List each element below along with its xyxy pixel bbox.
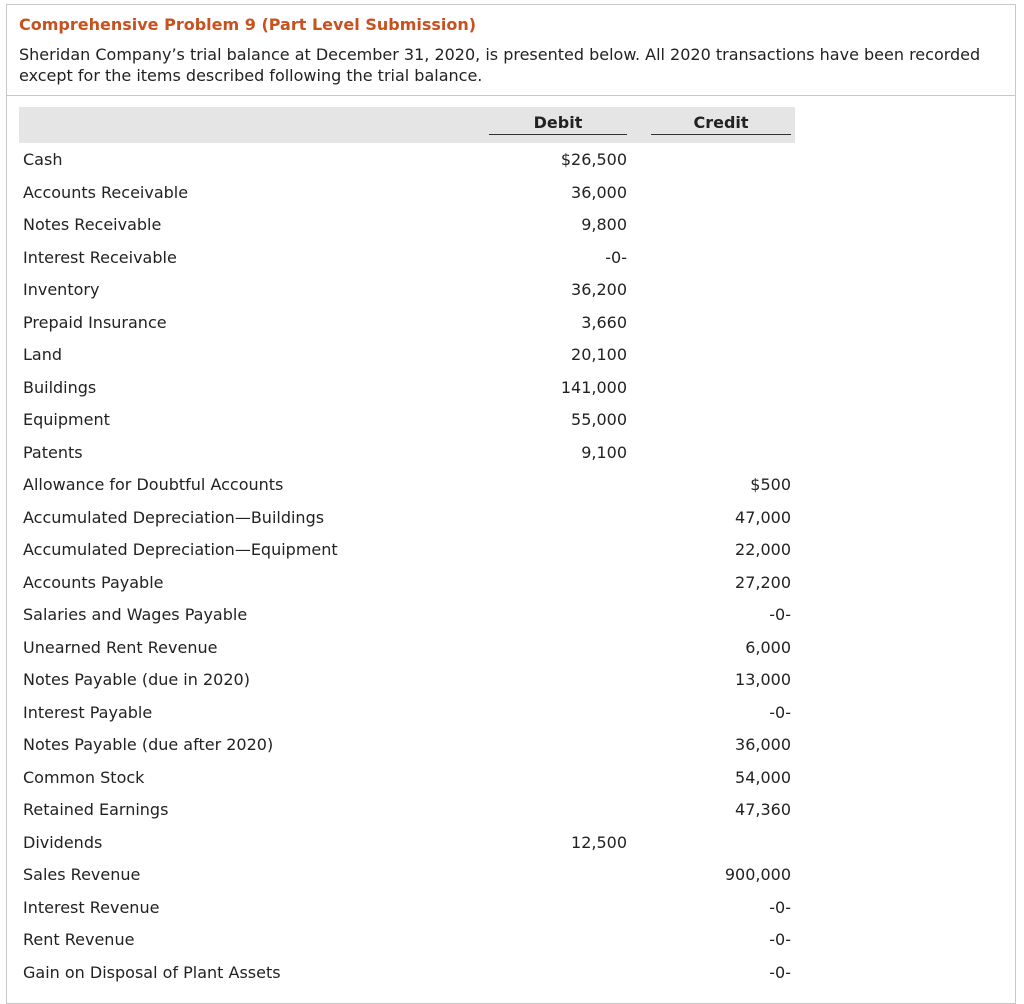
debit-amount: 9,100 [581, 442, 627, 462]
account-name: Equipment [23, 410, 110, 429]
table-row [19, 663, 799, 696]
debit-amount: 36,000 [571, 182, 627, 202]
credit-amount: 900,000 [724, 865, 791, 884]
table-row [19, 371, 799, 404]
credit-amount: 47,000 [735, 507, 791, 527]
account-name: Buildings [23, 377, 97, 397]
account-name: Cash [23, 150, 63, 169]
account-name: Interest Payable [23, 702, 153, 722]
table-row [19, 176, 799, 209]
table-row [19, 891, 799, 924]
credit-amount: 22,000 [735, 540, 791, 559]
problem-intro: Sheridan Company’s trial balance at December 31, 2020, is presented below. All 2020 transactions have been recorded except for the items described following the trial balance. [19, 45, 981, 85]
account-name: Accounts Receivable [23, 182, 189, 202]
trial-balance-table [19, 143, 799, 988]
table-row [19, 403, 799, 436]
table-row [19, 761, 799, 794]
table-row [19, 338, 799, 371]
account-name: Accumulated Depreciation—Buildings [23, 507, 325, 527]
debit-amount: 9,800 [581, 215, 627, 234]
credit-amount: -0- [769, 930, 791, 949]
debit-amount: 20,100 [571, 345, 627, 364]
table-row [19, 956, 799, 989]
table-row [19, 533, 799, 566]
divider [7, 95, 1015, 96]
credit-amount: -0- [769, 897, 791, 917]
debit-amount: -0- [605, 247, 627, 267]
credit-amount: 6,000 [745, 637, 791, 657]
table-row [19, 858, 799, 891]
credit-amount: 27,200 [735, 572, 791, 592]
table-row [19, 208, 799, 241]
table-row [19, 273, 799, 306]
account-name: Salaries and Wages Payable [23, 605, 248, 624]
account-name: Inventory [23, 280, 100, 299]
account-name: Sales Revenue [23, 865, 141, 884]
account-name: Retained Earnings [23, 800, 169, 819]
table-row [19, 566, 799, 599]
table-row [19, 306, 799, 339]
credit-amount: 54,000 [735, 767, 791, 787]
table-row [19, 241, 799, 274]
debit-amount: 141,000 [560, 377, 627, 397]
account-name: Gain on Disposal of Plant Assets [23, 962, 281, 982]
credit-column-header: Credit [651, 113, 791, 135]
account-name: Accumulated Depreciation—Equipment [23, 540, 338, 559]
table-row [19, 436, 799, 469]
account-name: Accounts Payable [23, 572, 164, 592]
account-name: Notes Payable (due after 2020) [23, 735, 274, 754]
account-name: Prepaid Insurance [23, 312, 167, 332]
credit-amount: -0- [769, 605, 791, 624]
debit-amount: 12,500 [571, 832, 627, 852]
credit-amount: -0- [769, 962, 791, 982]
account-name: Common Stock [23, 767, 145, 787]
table-row [19, 631, 799, 664]
account-name: Notes Receivable [23, 215, 162, 234]
table-row [19, 728, 799, 761]
debit-amount: 36,200 [571, 280, 627, 299]
account-name: Land [23, 345, 63, 364]
debit-amount: 3,660 [581, 312, 627, 332]
account-name: Rent Revenue [23, 930, 135, 949]
table-row [19, 143, 799, 176]
account-name: Notes Payable (due in 2020) [23, 670, 250, 689]
credit-amount: -0- [769, 702, 791, 722]
trial-balance-header [19, 107, 795, 143]
account-name: Allowance for Doubtful Accounts [23, 475, 284, 494]
table-row [19, 826, 799, 859]
account-name: Dividends [23, 832, 103, 852]
table-row [19, 501, 799, 534]
credit-amount: 13,000 [735, 670, 791, 689]
account-name: Interest Receivable [23, 247, 177, 267]
account-name: Patents [23, 442, 83, 462]
table-row [19, 468, 799, 501]
account-name: Interest Revenue [23, 897, 160, 917]
credit-amount: 36,000 [735, 735, 791, 754]
table-row [19, 923, 799, 956]
table-row [19, 696, 799, 729]
account-name: Unearned Rent Revenue [23, 637, 218, 657]
debit-amount: 55,000 [571, 410, 627, 429]
table-row [19, 793, 799, 826]
debit-column-header: Debit [489, 113, 627, 135]
debit-amount: $26,500 [560, 150, 627, 169]
credit-amount: 47,360 [735, 800, 791, 819]
credit-amount: $500 [750, 475, 791, 494]
table-row [19, 598, 799, 631]
problem-title: Comprehensive Problem 9 (Part Level Submission) [19, 15, 477, 34]
